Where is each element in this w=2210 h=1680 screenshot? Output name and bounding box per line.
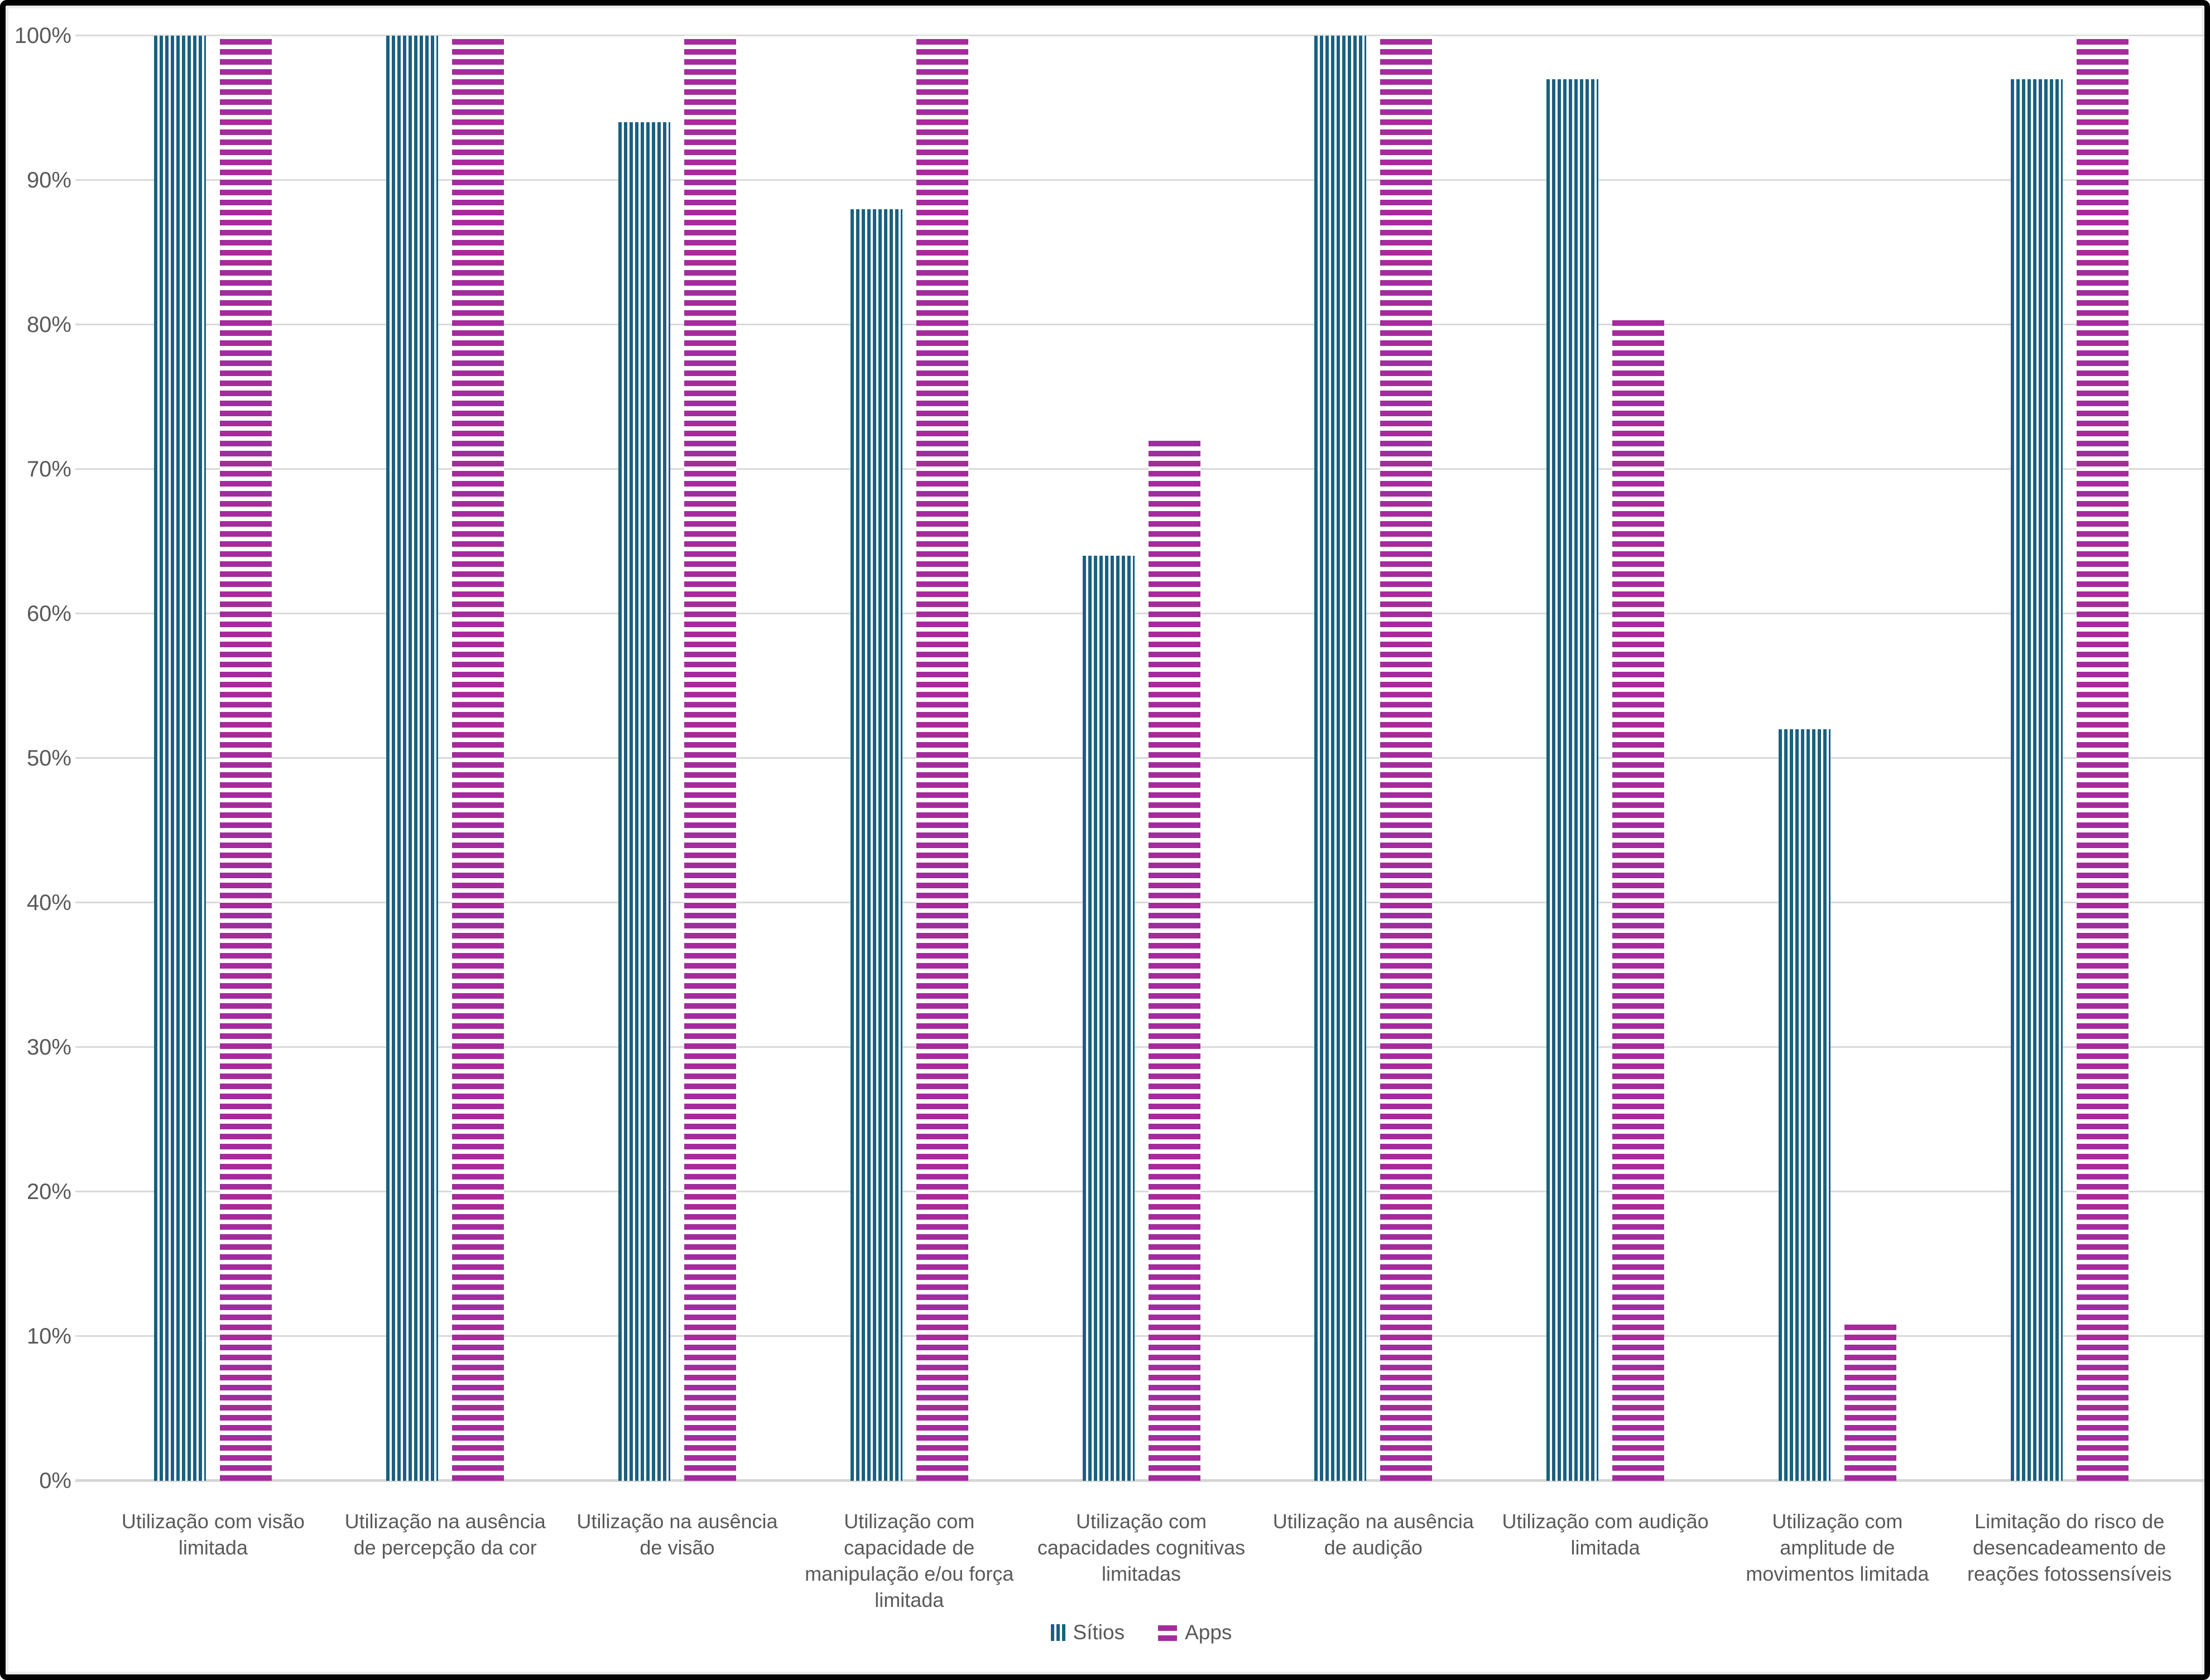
legend [97,1621,2185,1644]
x-category-label: Utilização com capacidades cognitivas limitadas [1037,1510,1246,1585]
x-category-label: Utilização na ausência de audição [1272,1510,1474,1559]
bar-apps [1612,316,1664,1481]
bar-sitios [2011,79,2063,1481]
bar-apps [684,36,736,1481]
bar-group [1257,36,1490,1481]
bar-sitios [154,36,206,1481]
x-category-cell [561,1508,794,1613]
bar-group [97,36,329,1481]
y-tick-label: 60% [26,601,71,626]
y-tick-label: 90% [26,168,71,192]
x-category-label: Utilização com capacidade de manipulação e/ou força limitada [805,1510,1014,1611]
y-tick-label: 50% [26,746,71,771]
y-tick-label: 80% [26,312,71,337]
bar-sitios [1314,36,1366,1481]
y-tick-label: 10% [26,1324,71,1349]
bar-sitios [618,122,670,1481]
bar-group [1025,36,1257,1481]
legend-label: Apps [1185,1621,1232,1644]
x-category-cell [1953,1508,2185,1613]
bar-group [329,36,561,1481]
bar-sitios [1083,556,1135,1481]
bar-apps [2077,36,2129,1481]
y-tick-label: 30% [26,1035,71,1060]
plot-area [97,36,2185,1481]
bar-sitios [386,36,438,1481]
y-tick-label: 70% [26,457,71,482]
bar-group [1721,36,1953,1481]
y-tick-label: 40% [26,890,71,915]
y-tick-label: 100% [14,23,71,48]
bar-apps [1149,440,1200,1481]
bar-apps [1844,1322,1896,1481]
bar-group [793,36,1025,1481]
x-category-label: Utilização na ausência de percepção da cor [344,1510,546,1559]
bar-apps [916,36,968,1481]
legend-item-sitios [1051,1621,1125,1644]
x-category-cell [1257,1508,1490,1613]
y-tick-label: 0% [39,1469,71,1493]
x-category-cell [1721,1508,1953,1613]
apps-swatch-icon [1158,1624,1177,1641]
bar-sitios [1779,729,1831,1481]
bar-sitios [1546,79,1598,1481]
legend-label: Sítios [1073,1621,1125,1644]
x-axis-labels [97,1508,2185,1613]
x-category-cell [329,1508,561,1613]
x-category-cell [1025,1508,1257,1613]
legend-item-apps [1158,1621,1232,1644]
sitios-swatch-icon [1051,1624,1065,1641]
y-tick-label: 20% [26,1180,71,1204]
x-category-cell [97,1508,329,1613]
bar-sitios [851,209,902,1481]
bar-group [1953,36,2185,1481]
bar-group [1490,36,1722,1481]
x-category-label: Utilização com amplitude de movimentos limitada [1746,1510,1929,1585]
x-category-cell [793,1508,1025,1613]
x-category-label: Utilização com visão limitada [121,1510,305,1559]
x-category-label: Utilização com audição limitada [1502,1510,1709,1559]
bar-group [561,36,794,1481]
x-category-cell [1490,1508,1722,1613]
x-category-label: Utilização na ausência de visão [576,1510,778,1559]
bar-apps [1380,36,1432,1481]
x-category-label: Limitação do risco de desencadeamento de reações fotossensíveis [1967,1510,2172,1585]
bar-apps [220,36,272,1481]
bar-apps [452,36,504,1481]
